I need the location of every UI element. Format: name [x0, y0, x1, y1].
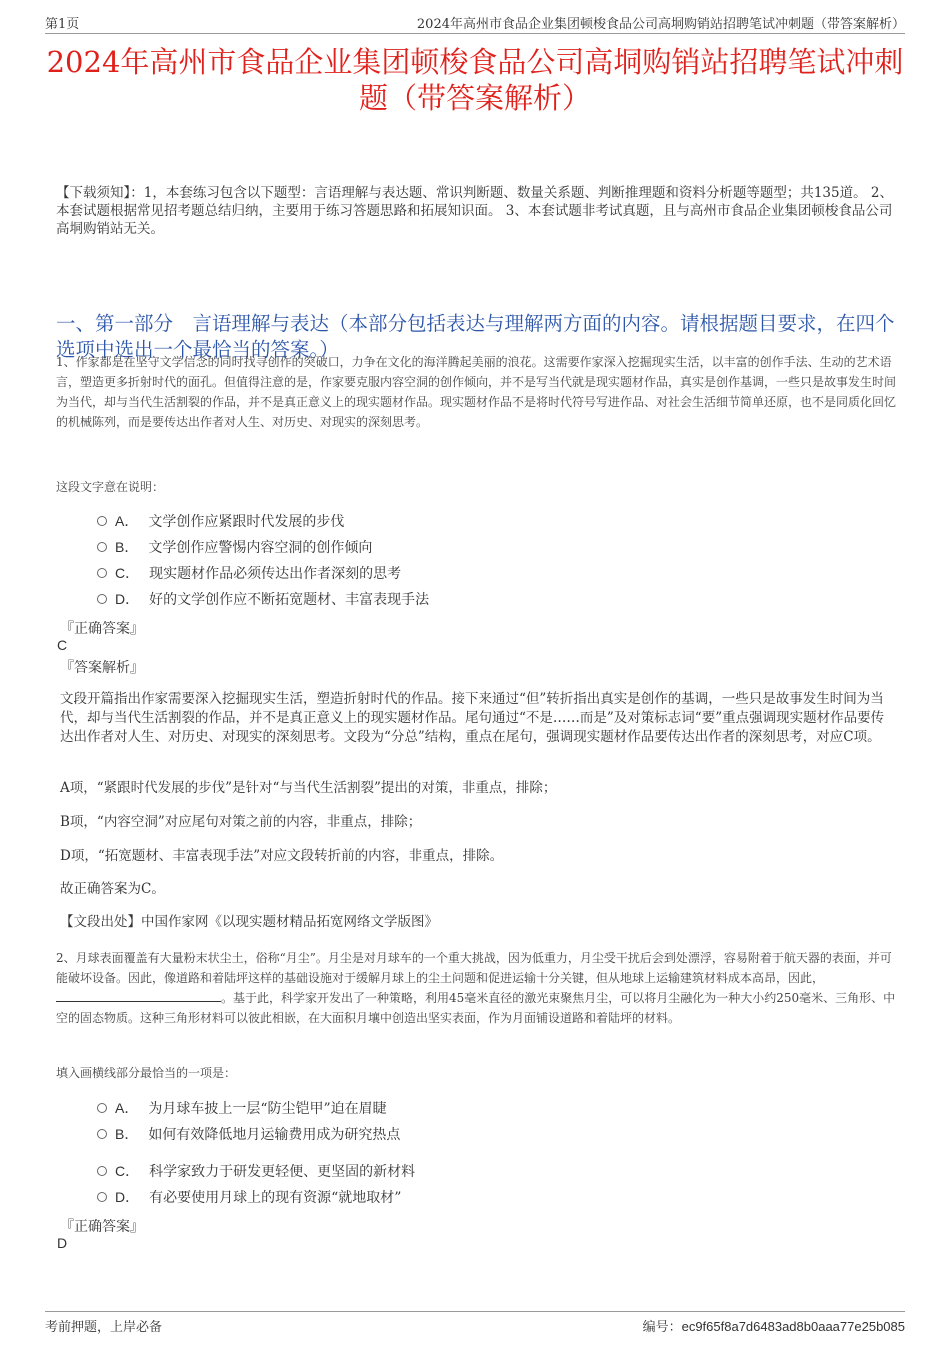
q2-option-a[interactable]: A． 为月球车披上一层“防尘铠甲”迫在眉睫 — [97, 1098, 387, 1118]
radio-icon[interactable] — [97, 1192, 107, 1202]
footer-slogan: 考前押题，上岸必备 — [45, 1320, 163, 1335]
q1-analysis-label: 『答案解析』 — [60, 660, 144, 676]
q1-answer-label: 『正确答案』 — [60, 621, 144, 637]
download-notice: 【下载须知】：1，本套练习包含以下题型：言语理解与表达题、常识判断题、数量关系题、判断推理题和资料分析题等题型；共135道。 2、本套试题根据常见招考题总结归纳，主要用于练习答题思路和拓展知识面。 3、本套试题非考试真题，且与高州市食品企业集团顿梭食品公司高垌购销站无关。 — [56, 185, 893, 237]
q2-answer: D — [57, 1235, 68, 1251]
q2-option-d[interactable]: D． 有必要使用月球上的现有资源“就地取材” — [97, 1187, 401, 1207]
section-heading: 一、第一部分 言语理解与表达（本部分包括表达与理解两方面的内容。请根据题目要求，在四个选项中选出一个最恰当的答案。） — [56, 312, 895, 361]
q1-note-b: B项，“内容空洞”对应尾句对策之前的内容，非重点，排除； — [60, 814, 422, 830]
fill-blank — [56, 989, 221, 1002]
q1-note-a: A项，“紧跟时代发展的步伐”是针对“与当代生活割裂”提出的对策，非重点，排除； — [60, 780, 557, 796]
q1-option-b[interactable]: B． 文学创作应警惕内容空洞的创作倾向 — [97, 537, 372, 557]
q1-option-c[interactable]: C． 现实题材作品必须传达出作者深刻的思考 — [97, 563, 401, 583]
question-1-prompt: 这段文字意在说明： — [56, 480, 165, 494]
page-footer — [45, 1311, 905, 1335]
q2-option-c[interactable]: C． 科学家致力于研发更轻便、更坚固的新材料 — [97, 1161, 415, 1181]
radio-icon[interactable] — [97, 542, 107, 552]
q2-option-b[interactable]: B． 如何有效降低地月运输费用成为研究热点 — [97, 1124, 400, 1144]
q1-source: 【文段出处】中国作家网《以现实题材精品拓宽网络文学版图》 — [60, 914, 438, 930]
header-doc-title: 2024年高州市食品企业集团顿梭食品公司高垌购销站招聘笔试冲刺题（带答案解析） — [416, 17, 905, 32]
q1-option-a[interactable]: A． 文学创作应紧跟时代发展的步伐 — [97, 511, 344, 531]
q1-conclusion: 故正确答案为C。 — [60, 881, 165, 897]
question-2-prompt: 填入画横线部分最恰当的一项是： — [56, 1066, 237, 1080]
document-title: 2024年高州市食品企业集团顿梭食品公司高垌购销站招聘笔试冲刺题（带答案解析） — [46, 45, 904, 115]
q1-answer: C — [57, 637, 68, 653]
radio-icon[interactable] — [97, 1166, 107, 1176]
q1-analysis: 文段开篇指出作家需要深入挖掘现实生活，塑造折射时代的作品。接下来通过“但”转折指出真实是创作的基调，一些只是故事发生时间为当代，却与当代生活割裂的作品，并不是真正意义上的现实题材作品。尾句通过“不是……而是”及对策标志词“要”重点强调现实题材作品要传达出作者对人生、对历史、对现实的深刻思考。文段为“分总”结构，重点在尾句，强调现实题材作品要传达出作者的深刻思考，对应C项。 — [60, 691, 885, 745]
radio-icon[interactable] — [97, 516, 107, 526]
radio-icon[interactable] — [97, 568, 107, 578]
q1-option-d[interactable]: D． 好的文学创作应不断拓宽题材、丰富表现手法 — [97, 589, 429, 609]
radio-icon[interactable] — [97, 1103, 107, 1113]
page-number: 第1页 — [45, 17, 80, 32]
question-1-text: 1、作家都是在坚守文学信念的同时找寻创作的突破口，力争在文化的海洋腾起美丽的浪花。这需要作家深入挖掘现实生活，以丰富的创作手法、生动的艺术语言，塑造更多折射时代的面孔。但值得注意的是，作家要克服内容空洞的创作倾向，并不是写当代就是现实题材作品，真实是创作基调，一些只是故事发生时间为当代，却与当代生活割裂的作品，并不是真正意义上的现实题材作品。现实题材作品不是将时代符号写进作品、对社会生活细节简单还原，也不是同质化回忆的机械陈列，而是要传达出作者对人生、对历史、对现实的深刻思考。 — [56, 355, 897, 429]
question-2-text: 2、月球表面覆盖有大量粉末状尘土，俗称“月尘”。月尘是对月球车的一个重大挑战，因为低重力，月尘受干扰后会到处漂浮，容易附着于航天器的表面，并可能破坏设备。因此，像道路和着陆坪这样的基础设施对于缓解月球上的尘土问题和促进运输十分关键，但从地球上运输建筑材料成本高昂，因此，。基于此，科学家开发出了一种策略，利用45毫米直径的激光束聚焦月尘，可以将月尘融化为一种大小约250毫米、三角形、中空的固态物质。这种三角形材料可以彼此相嵌，在大面积月壤中创造出坚实表面，作为月面铺设道路和着陆坪的材料。 — [56, 951, 896, 1025]
footer-serial: 编号：ec9f65f8a7d6483ad8b0aaa77e25b085 — [642, 1319, 905, 1335]
page-header — [45, 13, 905, 34]
q1-note-d: D项，“拓宽题材、丰富表现手法”对应文段转折前的内容，非重点，排除。 — [60, 848, 504, 864]
q2-answer-label: 『正确答案』 — [60, 1219, 144, 1235]
radio-icon[interactable] — [97, 594, 107, 604]
radio-icon[interactable] — [97, 1129, 107, 1139]
